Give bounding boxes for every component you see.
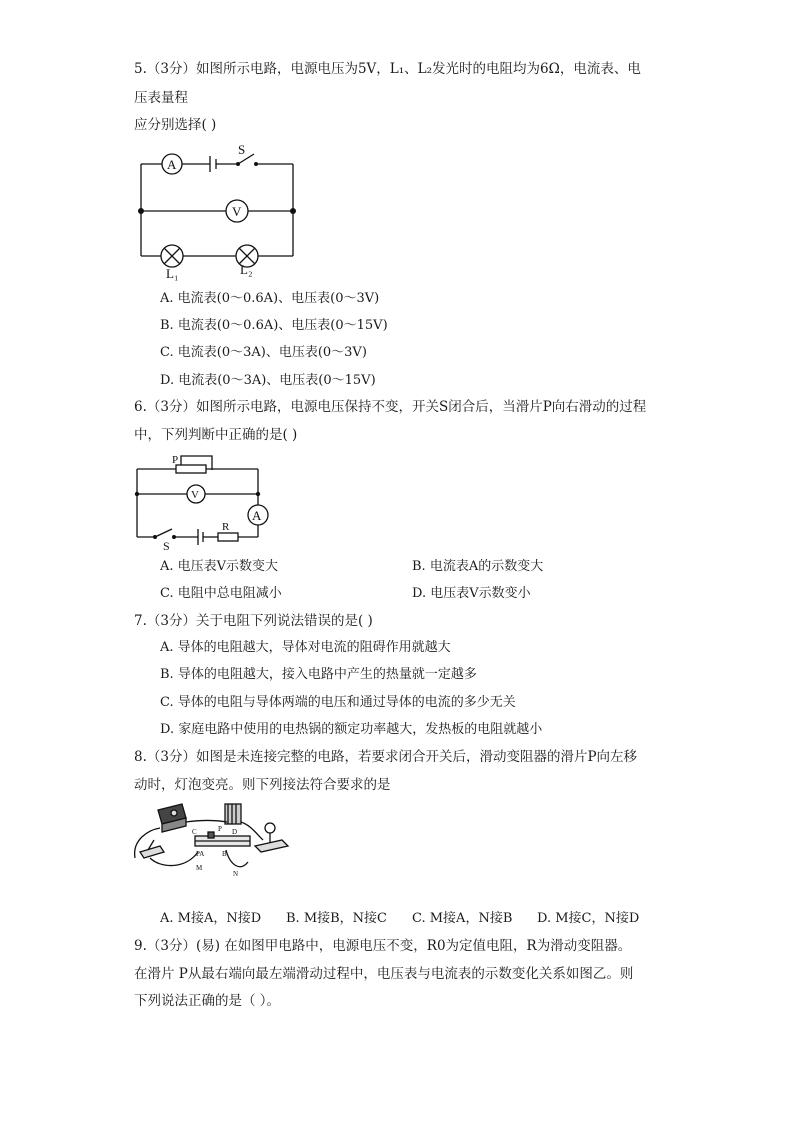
- q8-option-b[interactable]: B. M接B，N接C: [286, 911, 388, 926]
- q5-option-a[interactable]: A. 电流表(0～0.6A)、电压表(0～3V): [160, 291, 380, 306]
- q5-stem-line3: 应分别选择( ): [134, 117, 217, 133]
- q6-circuit-diagram: [130, 450, 270, 553]
- q8-wire-n: N: [233, 870, 239, 878]
- q6-voltmeter-label: V: [191, 489, 199, 501]
- q5-stem-line1: 5.（3分）如图所示电路，电源电压为5V，L₁、L₂发光时的电阻均为6Ω，电流表、电: [134, 61, 641, 77]
- q8-terminal-d: D: [232, 828, 238, 836]
- q7-option-c[interactable]: C. 导体的电阻与导体两端的电压和通过导体的电流的多少无关: [160, 695, 516, 710]
- q5-option-b[interactable]: B. 电流表(0～0.6A)、电压表(0～15V): [160, 318, 388, 333]
- q8-terminal-c: C: [192, 828, 197, 836]
- q6-option-a[interactable]: A. 电压表V示数变大: [160, 559, 279, 574]
- q7-stem-line1: 7.（3分）关于电阻下列说法错误的是( ): [134, 613, 373, 629]
- q5-option-c[interactable]: C. 电流表(0～3A)、电压表(0～3V): [160, 345, 367, 360]
- q8-wire-m: M: [196, 864, 203, 872]
- q6-stem-line2: 中，下列判断中正确的是( ): [134, 427, 298, 443]
- q8-slider-p: P: [218, 825, 222, 833]
- q5-option-d[interactable]: D. 电流表(0～3A)、电压表(0～15V): [160, 373, 376, 388]
- q6-resistor-label: R: [222, 521, 230, 533]
- q5-circuit-diagram: [130, 140, 305, 285]
- q9-stem-line2: 在滑片 P从最右端向最左端滑动过程中，电压表与电流表的示数变化关系如图乙。则: [134, 966, 634, 982]
- q5-voltmeter-label: V: [232, 204, 242, 219]
- q5-stem-line2: 压表量程: [134, 90, 188, 106]
- q8-terminal-pa: PA: [196, 850, 205, 858]
- q5-ammeter-label: A: [167, 157, 177, 172]
- q6-option-b[interactable]: B. 电流表A的示数变大: [412, 559, 544, 574]
- q6-slider-label: P: [172, 454, 179, 466]
- q8-option-a[interactable]: A. M接A，N接D: [160, 911, 262, 926]
- q8-option-d[interactable]: D. M接C，N接D: [537, 911, 640, 926]
- q7-option-d[interactable]: D. 家庭电路中使用的电热锅的额定功率越大，发热板的电阻就越小: [160, 722, 543, 737]
- q5-switch-label: S: [238, 142, 246, 157]
- q5-lamp2-label: L₂: [240, 262, 253, 277]
- q6-option-d[interactable]: D. 电压表V示数变小: [412, 586, 531, 601]
- q5-lamp1-label: L₁: [166, 266, 179, 281]
- q8-stem-line2: 动时，灯泡变亮。则下列接法符合要求的是: [134, 777, 391, 793]
- q9-stem-line1: 9.（3分）(易) 在如图甲电路中，电源电压不变，R0为定值电阻，R为滑动变阻器。: [134, 938, 632, 954]
- q8-option-c[interactable]: C. M接A，N接B: [412, 911, 513, 926]
- q8-stem-line1: 8.（3分）如图是未连接完整的电路，若要求闭合开关后，滑动变阻器的滑片P向左移: [134, 749, 638, 765]
- q6-option-c[interactable]: C. 电阻中总电阻减小: [160, 586, 282, 601]
- q9-stem-line3: 下列说法正确的是（ ）。: [134, 993, 281, 1009]
- q6-ammeter-label: A: [252, 508, 262, 523]
- q7-option-b[interactable]: B. 导体的电阻越大，接入电路中产生的热量就一定越多: [160, 667, 477, 682]
- q6-switch-label: S: [163, 539, 170, 553]
- q8-apparatus-illustration: [130, 800, 295, 880]
- q8-terminal-b: B: [222, 850, 227, 858]
- q6-stem-line1: 6.（3分）如图所示电路，电源电压保持不变，开关S闭合后，当滑片P向右滑动的过程: [134, 399, 647, 415]
- q7-option-a[interactable]: A. 导体的电阻越大，导体对电流的阻碍作用就越大: [160, 640, 451, 655]
